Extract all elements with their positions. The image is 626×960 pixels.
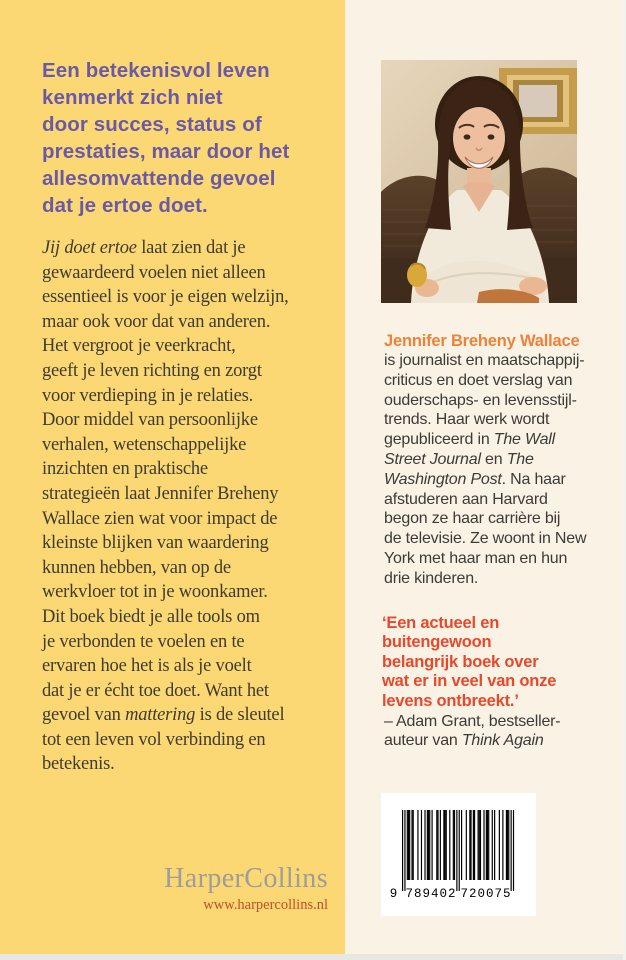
publisher-block (164, 864, 328, 914)
author-bio (384, 331, 586, 589)
publisher-url: www.harpercollins.nl (203, 897, 328, 913)
quote-attribution: – Adam Grant, bestseller- auteur van Think Again (384, 713, 561, 750)
book-description: Jij doet ertoe laat zien dat je gewaardeerd voelen niet alleen essentieel is voor je eigen welzijn, maar ook voor dat van anderen. Het vergroot je veerkracht, geeft je leven richting en zorgt voor verdieping in je relaties. Door middel van persoonlijke verhalen, wetenschappelijke inzichten en praktische strategieën laat Jennifer Breheny Wallace zien wat voor impact de kleinste blijken van waardering kunnen hebben, van op de werkvloer tot in je woonkamer. Dit boek biedt je alle tools om je verbonden te voelen en te ervaren hoe het is als je voelt dat je er écht toe doet. Want het gevoel van mattering is de sleutel tot een leven vol verbinding en betekenis. (42, 238, 289, 775)
page-edge-bottom (0, 954, 626, 960)
author-name: Jennifer Breheny Wallace (384, 332, 580, 350)
barcode-digits-right: 720075 (460, 887, 512, 901)
barcode-digit-lead: 9 (389, 887, 399, 901)
barcode-graphic (381, 793, 536, 916)
barcode (381, 793, 536, 916)
author-bio-text: is journalist en maatschappij- criticus en doet verslag van ouderschaps- en levensstijl- trends. Haar werk wordt gepubliceerd in The Wall Street Journal en The Washington Post. Na haar afstuderen aan Harvard begon ze haar carrière bij de televisie. Ze woont in New York met haar man en hun drie kinderen. (384, 352, 587, 587)
tagline: Een betekenisvol leven kenmerkt zich niet door succes, status of prestaties, maar door het allesomvattende gevoel dat je ertoe doet. (42, 59, 290, 217)
endorsement-quote: ‘Een actueel en buitengewoon belangrijk boek over wat er in veel van onze levens ontbreekt.’ (382, 614, 557, 710)
barcode-digits-left: 789402 (405, 887, 457, 901)
publisher-logo: HarperCollins (164, 863, 328, 894)
author-photo (381, 60, 577, 303)
right-panel (345, 0, 626, 960)
author-portrait-illustration (381, 60, 577, 303)
